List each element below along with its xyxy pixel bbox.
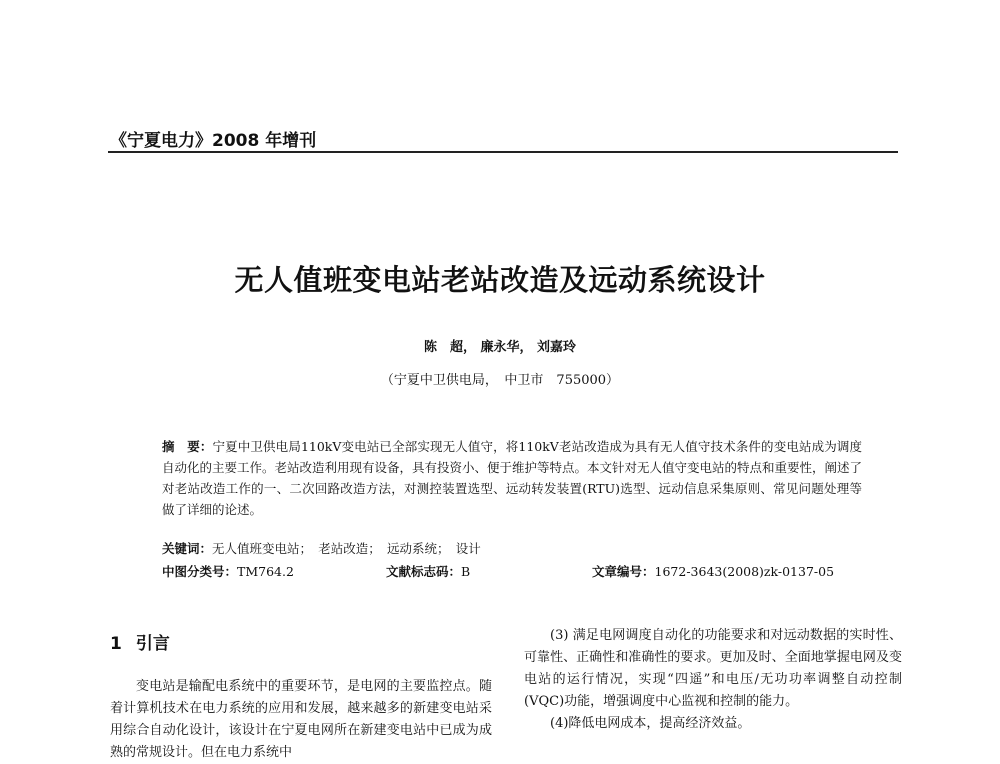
header-rule [108, 151, 898, 153]
clc-label: 中图分类号： [162, 564, 238, 579]
section-heading [110, 629, 170, 654]
clc-value: TM764.2 [237, 564, 294, 579]
clc-item [162, 562, 294, 580]
section-title: 引言 [135, 634, 170, 654]
left-column [110, 676, 492, 764]
abstract [162, 436, 862, 520]
authors: 陈 超， 廉永华， 刘嘉玲 [423, 340, 577, 355]
affiliation: （宁夏中卫供电局， 中卫市 755000） [380, 373, 620, 388]
journal-header: 《宁夏电力》2008 年增刊 [110, 131, 317, 151]
doc-code-label: 文献标志码： [386, 564, 462, 579]
abstract-label: 摘 要： [162, 439, 213, 454]
right-column [524, 625, 902, 735]
left-paragraph: 变电站是输配电系统中的重要环节，是电网的主要监控点。随着计算机技术在电力系统的应用和发展，越来越多的新建变电站采用综合自动化设计，该设计在宁夏电网所在新建变电站中已成为成熟的常规设计。但在电力系统中 [110, 679, 492, 760]
right-paragraph-1: (3) 满足电网调度自动化的功能要求和对远动数据的实时性、可靠性、正确性和准确性的要求。更加及时、全面地掌握电网及变电站的运行情况，实现“四遥”和电压/无功功率调整自动控制(VQC)功能，增强调度中心监视和控制的能力。 [524, 628, 902, 709]
paper-title: 无人值班变电站老站改造及远动系统设计 [234, 263, 766, 297]
keywords-text: 无人值班变电站； 老站改造； 远动系统； 设计 [212, 541, 481, 556]
article-no-label: 文章编号： [592, 564, 655, 579]
doc-code-value: B [461, 564, 471, 579]
keywords [162, 539, 481, 557]
article-no-value: 1672-3643(2008)zk-0137-05 [654, 564, 835, 579]
doc-code-item [386, 562, 470, 580]
abstract-text: 宁夏中卫供电局110kV变电站已全部实现无人值守，将110kV老站改造成为具有无人值守技术条件的变电站成为调度自动化的主要工作。老站改造利用现有设备，具有投资小、便于维护等特点。本文针对无人值守变电站的特点和重要性，阐述了对老站改造工作的一、二次回路改造方法，对测控装置选型、远动转发装置(RTU)选型、远动信息采集原则、常见问题处理等做了详细的论述。 [162, 439, 863, 517]
right-paragraph-2: (4)降低电网成本，提高经济效益。 [550, 716, 751, 731]
article-no-item [592, 562, 834, 580]
keywords-label: 关键词： [162, 541, 213, 556]
section-number: 1 [110, 634, 122, 654]
